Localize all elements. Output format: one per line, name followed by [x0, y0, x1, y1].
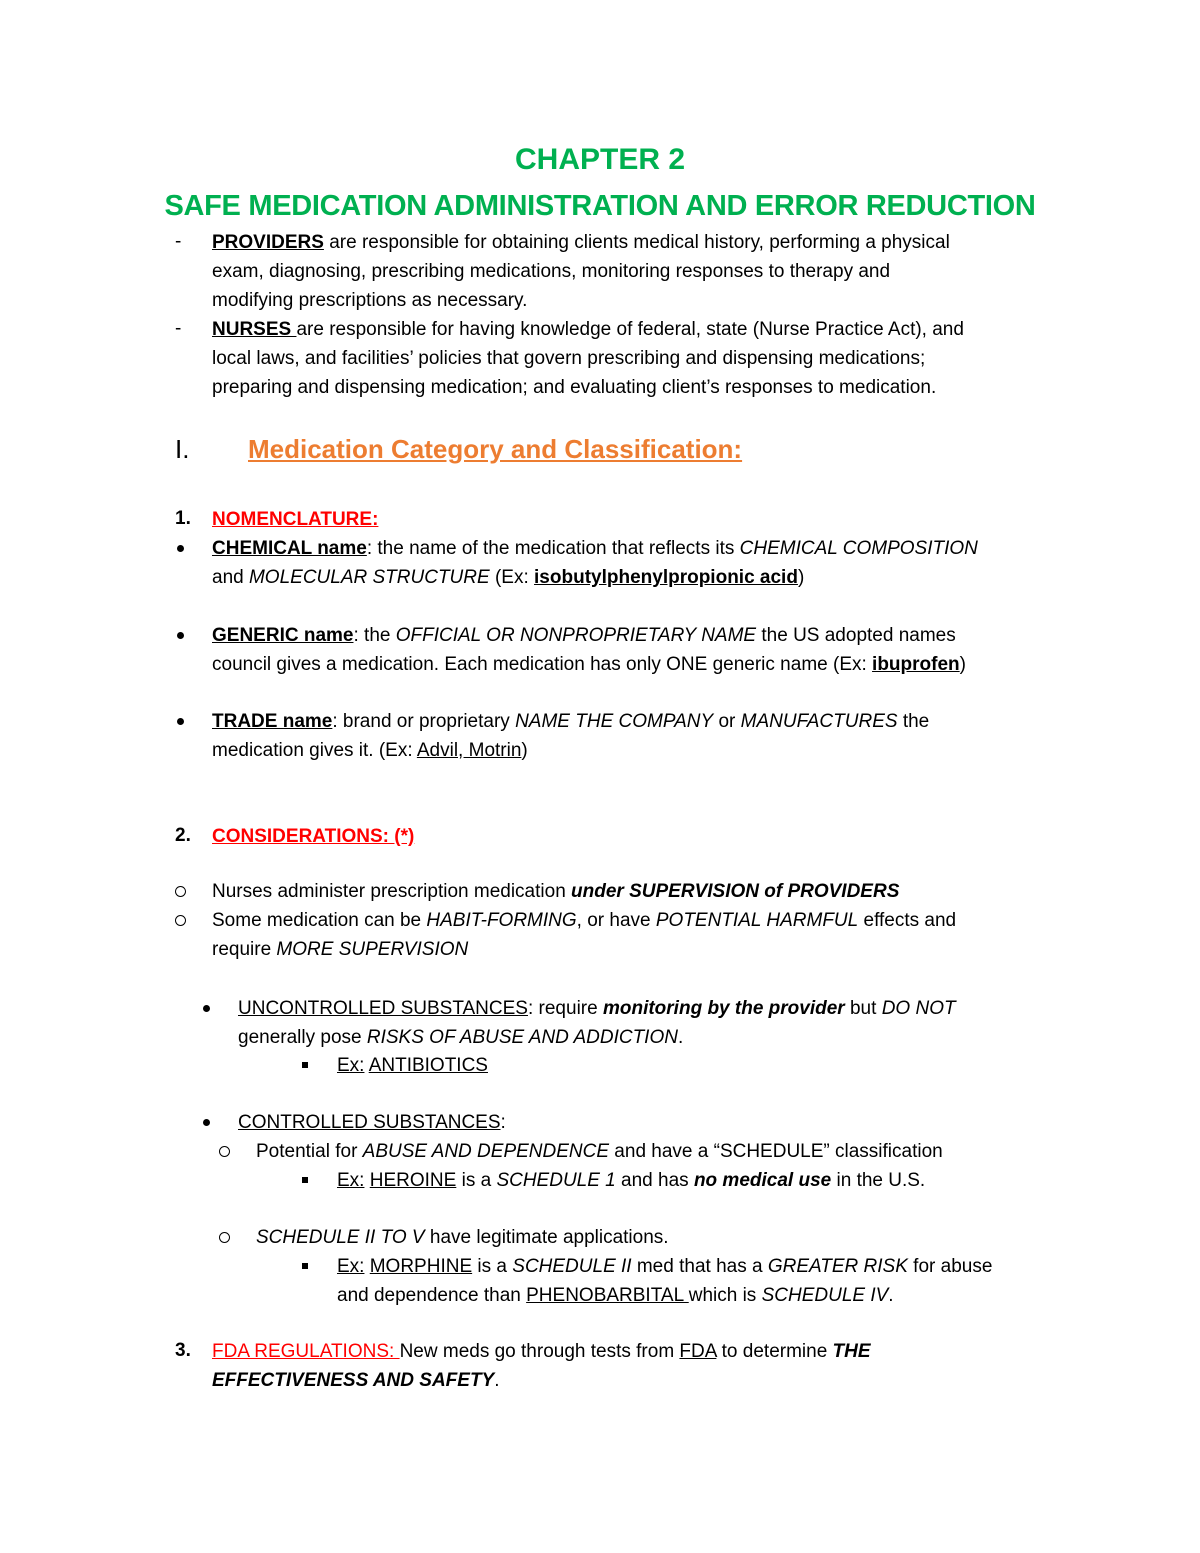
section-number: I. [175, 434, 190, 464]
controlled-example-1: Ex: HEROINE is a SCHEDULE 1 and has no medical use in the U.S. [337, 1170, 926, 1191]
chemical-line-1: CHEMICAL name: the name of the medication that reflects its CHEMICAL COMPOSITION [212, 538, 978, 559]
considerations-item-2-line-2: require MORE SUPERVISION [212, 939, 469, 960]
list-number: 2. [175, 825, 191, 846]
considerations-item-1: Nurses administer prescription medication under SUPERVISION of PROVIDERS [212, 881, 900, 902]
uncontrolled-line-1: UNCONTROLLED SUBSTANCES: require monitoring by the provider but DO NOT [238, 998, 956, 1019]
controlled-item-1: Potential for ABUSE AND DEPENDENCE and have a “SCHEDULE” classification [256, 1141, 943, 1162]
section-heading: Medication Category and Classification: [248, 434, 743, 464]
square-bullet-icon [302, 1263, 308, 1269]
controlled-example-2-line-1: Ex: MORPHINE is a SCHEDULE II med that has a GREATER RISK for abuse [337, 1256, 993, 1277]
considerations-item-2-line-1: Some medication can be HABIT-FORMING, or have POTENTIAL HARMFUL effects and [212, 910, 957, 931]
bullet-icon [203, 1119, 210, 1126]
generic-line-1: GENERIC name: the OFFICIAL OR NONPROPRIETARY NAME the US adopted names [212, 625, 956, 646]
circle-bullet-icon [219, 1146, 230, 1157]
bullet-icon [177, 718, 184, 725]
nurses-line-1: NURSES are responsible for having knowledge of federal, state (Nurse Practice Act), and [212, 319, 964, 340]
square-bullet-icon [302, 1177, 308, 1183]
list-number: 1. [175, 508, 191, 529]
dash-marker: - [175, 318, 182, 339]
providers-line-2: exam, diagnosing, prescribing medications, monitoring responses to therapy and [212, 261, 891, 282]
providers-line-3: modifying prescriptions as necessary. [212, 290, 528, 311]
trade-line-1: TRADE name: brand or proprietary NAME THE COMPANY or MANUFACTURES the [212, 711, 930, 732]
square-bullet-icon [302, 1062, 308, 1068]
chapter-subtitle: SAFE MEDICATION ADMINISTRATION AND ERROR REDUCTION [164, 190, 1036, 222]
generic-line-2: council gives a medication. Each medication has only ONE generic name (Ex: ibuprofen) [212, 654, 966, 675]
trade-line-2: medication gives it. (Ex: Advil, Motrin) [212, 740, 528, 761]
chemical-line-2: and MOLECULAR STRUCTURE (Ex: isobutylphenylpropionic acid) [212, 567, 805, 588]
fda-line-1: FDA REGULATIONS: New meds go through tests from FDA to determine THE [212, 1341, 871, 1362]
controlled-example-2-line-2: and dependence than PHENOBARBITAL which is SCHEDULE IV. [337, 1285, 894, 1306]
circle-bullet-icon [175, 915, 186, 926]
fda-line-2: EFFECTIVENESS AND SAFETY. [212, 1370, 500, 1391]
controlled-item-2: SCHEDULE II TO V have legitimate applications. [256, 1227, 669, 1248]
providers-line-1: PROVIDERS are responsible for obtaining clients medical history, performing a physical [212, 232, 950, 253]
bullet-icon [177, 545, 184, 552]
bullet-icon [203, 1005, 210, 1012]
nurses-line-3: preparing and dispensing medication; and evaluating client’s responses to medication. [212, 377, 937, 398]
considerations-label: CONSIDERATIONS: (*) [212, 826, 415, 847]
nurses-line-2: local laws, and facilities’ policies that govern prescribing and dispensing medications; [212, 348, 926, 369]
dash-marker: - [175, 231, 182, 252]
bullet-icon [177, 632, 184, 639]
circle-bullet-icon [175, 886, 186, 897]
uncontrolled-example: Ex: ANTIBIOTICS [337, 1055, 488, 1076]
nomenclature-label: NOMENCLATURE: [212, 509, 379, 530]
controlled-title: CONTROLLED SUBSTANCES: [238, 1112, 506, 1133]
list-number: 3. [175, 1340, 191, 1361]
chapter-title: CHAPTER 2 [514, 143, 686, 176]
uncontrolled-line-2: generally pose RISKS OF ABUSE AND ADDICTION. [238, 1027, 684, 1048]
circle-bullet-icon [219, 1232, 230, 1243]
